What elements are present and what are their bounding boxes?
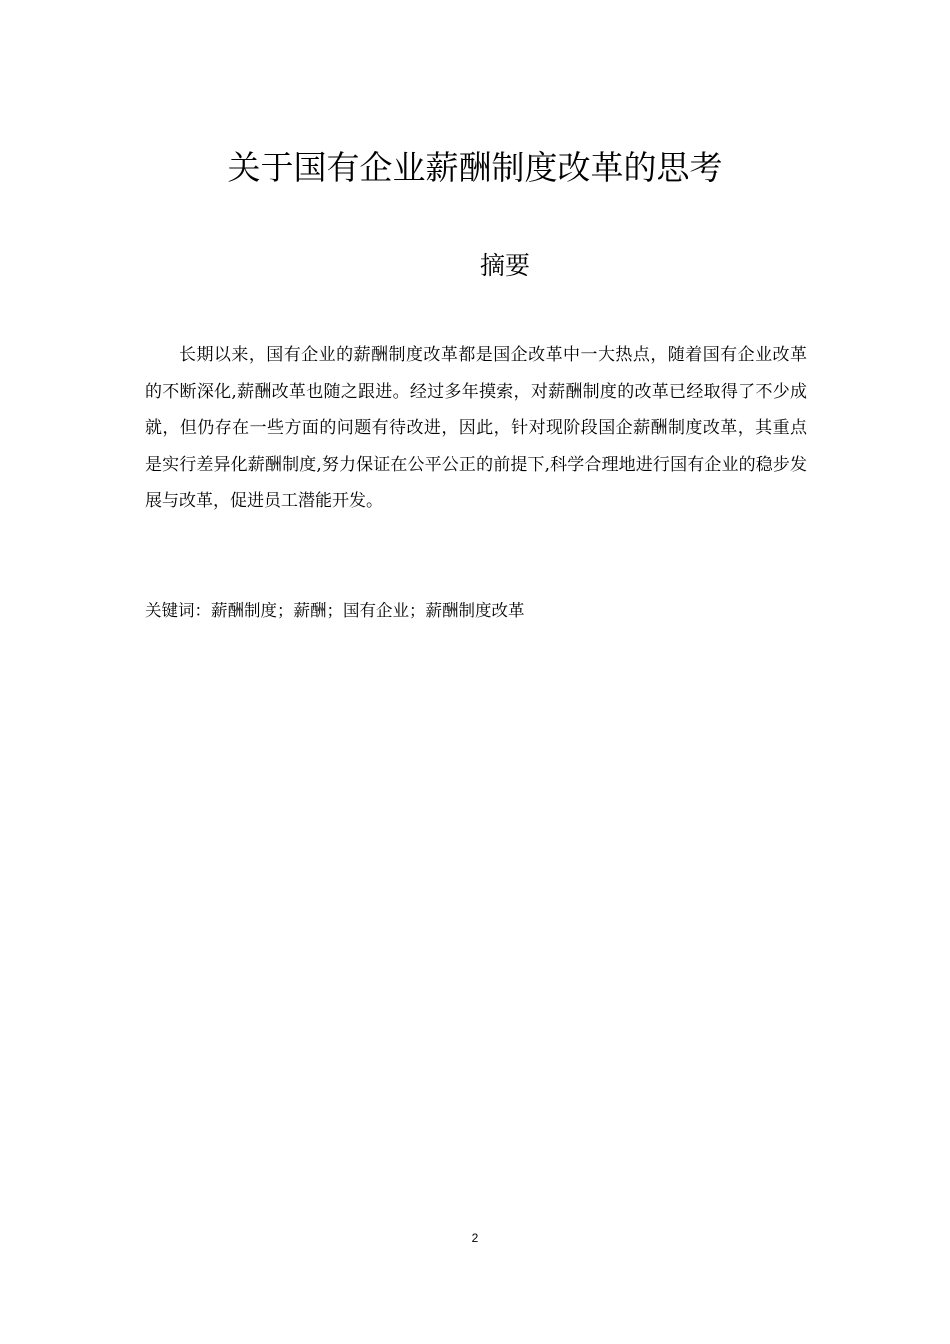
abstract-heading: 摘要	[479, 251, 530, 280]
keywords-line: 关键词：薪酬制度；薪酬；国有企业；薪酬制度改革	[145, 601, 525, 620]
document-title: 关于国有企业薪酬制度改革的思考	[227, 148, 723, 187]
abstract-paragraph: 长期以来，国有企业的薪酬制度改革都是国企改革中一大热点，随着国有企业改革的不断深化,薪酬改革也随之跟进。经过多年摸索，对薪酬制度的改革已经取得了不少成就，但仍存在一些方面的问题有待改进，因此，针对现阶段国企薪酬制度改革，其重点是实行差异化薪酬制度,努力保证在公平公正的前提下,科学合理地进行国有企业的稳步发展与改革，促进员工潜能开发。	[145, 345, 807, 511]
page-number: 2	[471, 1231, 479, 1245]
